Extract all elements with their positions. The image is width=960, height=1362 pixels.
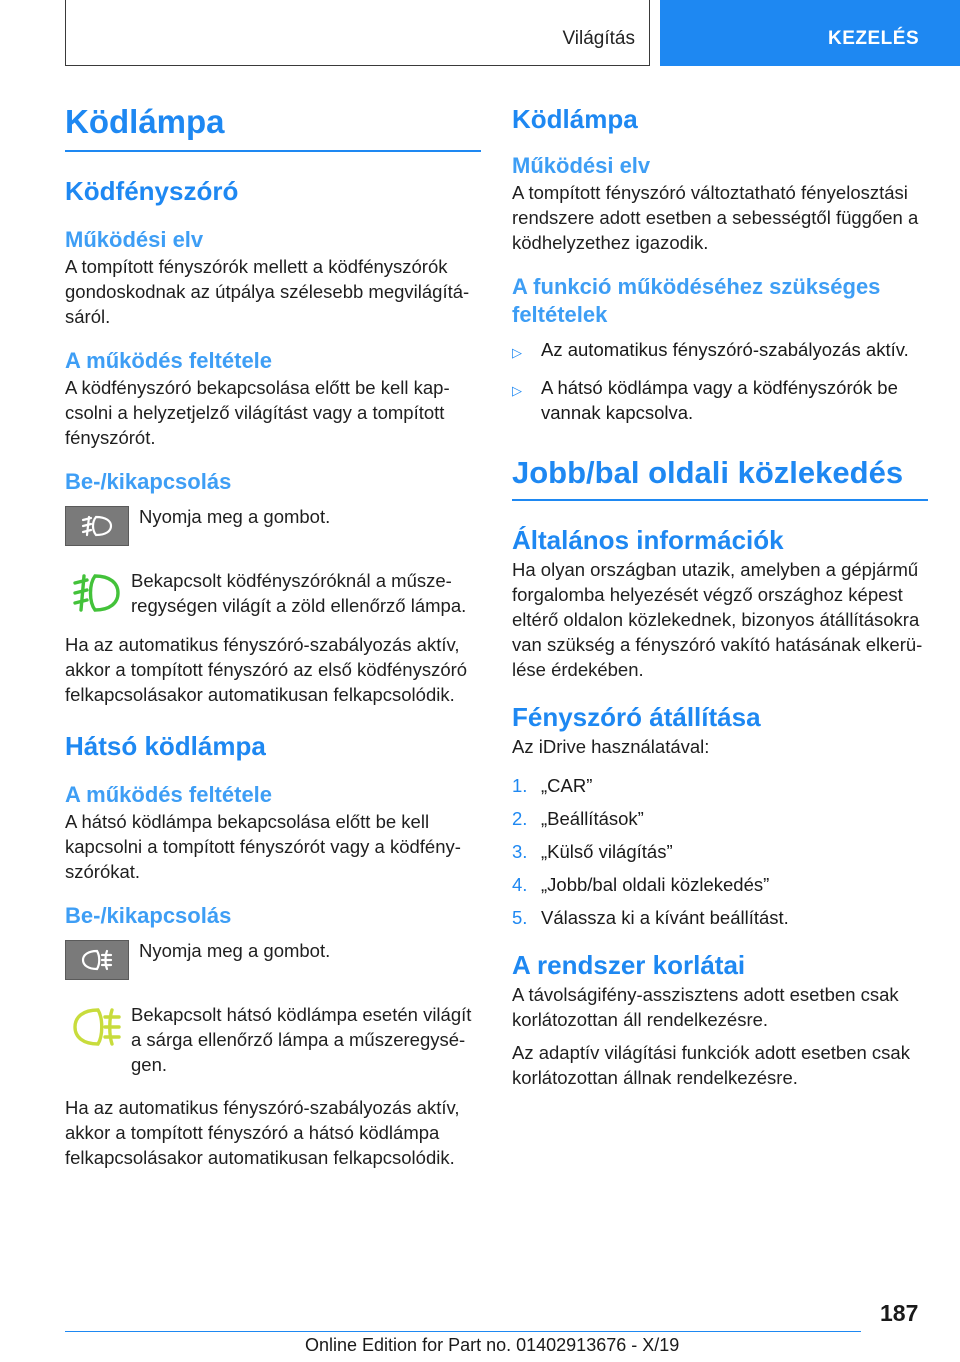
adjust-intro: Az iDrive használatával: (512, 736, 710, 757)
list-item (512, 905, 928, 930)
step-text: „Külső világítás” (541, 841, 673, 862)
step-number: 1. (512, 775, 528, 796)
header-chapter-tab: KEZELÉS (660, 0, 960, 66)
fog-lamp-heading: Ködlámpa (512, 104, 638, 134)
list-item (512, 773, 928, 798)
right-principle-heading: Működési elv (512, 153, 651, 178)
list-item (512, 839, 928, 864)
front-switch-heading: Be-/kikapcsolás (65, 469, 232, 494)
front-button-text: Nyomja meg a gombot. (139, 506, 331, 527)
front-indicator-text: Bekapcsolt ködfényszóróknál a műszeregységen világít a zöld ellenőrző lámpa. (131, 570, 467, 616)
header-section-title: Világítás (562, 28, 635, 49)
front-fog-heading: Ködfényszóró (65, 176, 239, 206)
front-fog-light-indicator-icon (65, 568, 129, 618)
traffic-side-title: Jobb/bal oldali közlekedés (512, 451, 928, 501)
right-principle-text: A tompított fényszóró változtatható fényelosztási rendszere adott esetben a sebességtől függően a ködhelyzethez igazodik. (512, 182, 919, 253)
limits-text-2: Az adaptív világítási funkciók adott esetben csak korlátozottan állnak rendelkezésre. (512, 1042, 910, 1088)
step-text: Válassza ki a kívánt beállítást. (541, 907, 789, 928)
front-principle-heading: Működési elv (65, 227, 204, 252)
headlight-adjust-heading: Fényszóró átállítása (512, 702, 761, 732)
page-number: 187 (880, 1300, 919, 1326)
front-button-row (65, 504, 481, 546)
requirements-heading: A funkció működéséhez szükséges feltételek (512, 274, 881, 327)
rear-condition-heading: A működés feltétele (65, 782, 273, 807)
requirement-text: A hátsó ködlámpa vagy a ködfényszórók be vannak kapcsolva. (541, 377, 898, 423)
rear-fog-heading: Hátsó ködlámpa (65, 731, 266, 761)
front-condition-heading: A működés feltétele (65, 348, 273, 373)
step-number: 4. (512, 874, 528, 895)
triangle-bullet-icon: ▷ (512, 383, 522, 398)
triangle-bullet-icon: ▷ (512, 345, 522, 360)
requirement-text: Az automatikus fényszóró-szabályozás aktív. (541, 339, 909, 360)
rear-indicator-text: Bekapcsolt hátsó ködlámpa esetén világít a sárga ellenőrző lámpa a műszeregységen. (131, 1004, 472, 1075)
step-number: 2. (512, 808, 528, 829)
front-auto-text: Ha az automatikus fényszóró-szabályozás aktív, akkor a tompított fényszóró az első ködfényszóró felkapcsolásakor automatikusan felkapcsolódik. (65, 634, 468, 705)
page-title: Ködlámpa (65, 100, 481, 152)
header-section-box (65, 0, 650, 66)
rear-button-text: Nyomja meg a gombot. (139, 940, 331, 961)
step-text: „Jobb/bal oldali közlekedés” (541, 874, 770, 895)
requirement-item (512, 337, 928, 365)
rear-button-row (65, 938, 481, 980)
step-text: „CAR” (541, 775, 593, 796)
rear-condition-text: A hátsó ködlámpa bekapcsolása előtt be kell kapcsolni a tompított fényszórót vagy a ködfényszórókat. (65, 811, 461, 882)
footer-divider (65, 1331, 861, 1332)
left-column (65, 100, 481, 1170)
general-info-heading: Általános információk (512, 525, 784, 555)
right-column (512, 100, 928, 1090)
rear-indicator-row (65, 1002, 481, 1077)
system-limits-heading: A rendszer korlátai (512, 950, 746, 980)
footer-edition: Online Edition for Part no. 01402913676 - X/19 (305, 1335, 680, 1355)
list-item (512, 806, 928, 831)
requirement-item (512, 375, 928, 425)
front-principle-text: A tompított fényszórók mellett a ködfényszórók gondoskodnak az útpálya szélesebb megvilágításáról. (65, 256, 470, 327)
step-number: 3. (512, 841, 528, 862)
rear-auto-text: Ha az automatikus fényszóró-szabályozás aktív, akkor a tompított fényszóró a hátsó ködlámpa felkapcsolásakor automatikusan felkapcsolódik. (65, 1097, 460, 1168)
list-item (512, 872, 928, 897)
rear-fog-light-indicator-icon (65, 1002, 129, 1052)
front-fog-light-icon (65, 506, 129, 546)
rear-fog-light-icon (65, 940, 129, 980)
limits-text-1: A távolságifény-asszisztens adott esetben csak korlátozottan áll rendelkezésre. (512, 984, 899, 1030)
general-info-text: Ha olyan országban utazik, amelyben a gépjármű forgalomba helyezését végző országhoz képest eltérő oldalon közlekednek, bizonyos átállításokra van szükség a fényszóró vakító hatásának elkerülése érdekében. (512, 559, 923, 680)
front-condition-text: A ködfényszóró bekapcsolása előtt be kell kapcsolni a helyzetjelző világítást vagy a tompított fényszórót. (65, 377, 450, 448)
front-indicator-row (65, 568, 481, 618)
step-text: „Beállítások” (541, 808, 644, 829)
rear-switch-heading: Be-/kikapcsolás (65, 903, 232, 928)
step-number: 5. (512, 907, 528, 928)
